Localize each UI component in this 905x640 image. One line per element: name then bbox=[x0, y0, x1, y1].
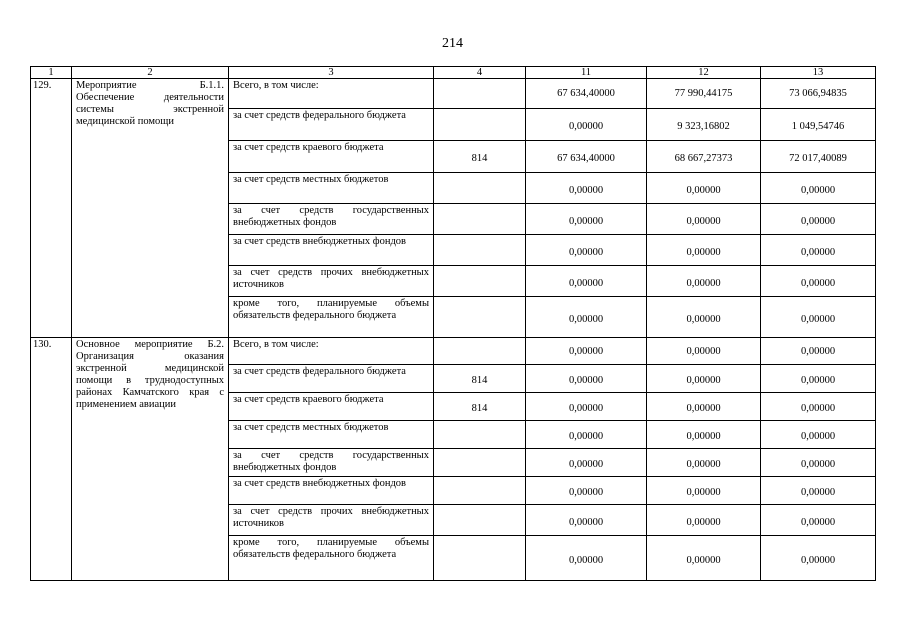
value-col-12: 0,00000 bbox=[647, 477, 761, 505]
budget-code bbox=[434, 338, 526, 365]
value-col-13: 0,00000 bbox=[761, 477, 876, 505]
activity-description: Основное мероприятие Б.2. Организация оказания экстренной медицинской помощи в труднодоступных районах Камчатского края с применением авиации bbox=[72, 338, 229, 581]
value-col-12: 0,00000 bbox=[647, 173, 761, 204]
value-col-13: 0,00000 bbox=[761, 266, 876, 297]
table-row bbox=[31, 79, 876, 109]
budget-code bbox=[434, 505, 526, 536]
budget-code bbox=[434, 109, 526, 141]
column-header: 1 bbox=[31, 67, 72, 79]
budget-code bbox=[434, 421, 526, 449]
column-header: 13 bbox=[761, 67, 876, 79]
value-col-12: 0,00000 bbox=[647, 393, 761, 421]
value-col-11: 0,00000 bbox=[526, 204, 647, 235]
funding-source: кроме того, планируемые объемы обязательств федерального бюджета bbox=[229, 297, 434, 338]
column-header: 2 bbox=[72, 67, 229, 79]
column-header: 12 bbox=[647, 67, 761, 79]
value-col-11: 0,00000 bbox=[526, 266, 647, 297]
value-col-11: 0,00000 bbox=[526, 109, 647, 141]
value-col-11: 67 634,40000 bbox=[526, 79, 647, 109]
value-col-12: 0,00000 bbox=[647, 235, 761, 266]
budget-code: 814 bbox=[434, 393, 526, 421]
value-col-12: 0,00000 bbox=[647, 365, 761, 393]
value-col-11: 0,00000 bbox=[526, 505, 647, 536]
value-col-13: 0,00000 bbox=[761, 393, 876, 421]
funding-source: за счет средств внебюджетных фондов bbox=[229, 477, 434, 505]
value-col-13: 1 049,54746 bbox=[761, 109, 876, 141]
table-row bbox=[31, 338, 876, 365]
budget-code bbox=[434, 536, 526, 581]
budget-table bbox=[30, 66, 876, 581]
value-col-11: 0,00000 bbox=[526, 173, 647, 204]
value-col-11: 0,00000 bbox=[526, 393, 647, 421]
value-col-11: 0,00000 bbox=[526, 338, 647, 365]
value-col-12: 0,00000 bbox=[647, 297, 761, 338]
funding-source: за счет средств государственных внебюджетных фондов bbox=[229, 449, 434, 477]
funding-source: за счет средств прочих внебюджетных источников bbox=[229, 266, 434, 297]
value-col-12: 68 667,27373 bbox=[647, 141, 761, 173]
value-col-13: 72 017,40089 bbox=[761, 141, 876, 173]
value-col-13: 0,00000 bbox=[761, 505, 876, 536]
funding-source: за счет средств федерального бюджета bbox=[229, 365, 434, 393]
budget-code bbox=[434, 79, 526, 109]
value-col-12: 0,00000 bbox=[647, 266, 761, 297]
funding-source: за счет средств краевого бюджета bbox=[229, 393, 434, 421]
value-col-11: 0,00000 bbox=[526, 365, 647, 393]
value-col-12: 0,00000 bbox=[647, 421, 761, 449]
page-number: 214 bbox=[442, 36, 463, 51]
value-col-11: 67 634,40000 bbox=[526, 141, 647, 173]
value-col-13: 0,00000 bbox=[761, 365, 876, 393]
value-col-13: 0,00000 bbox=[761, 338, 876, 365]
value-col-12: 0,00000 bbox=[647, 338, 761, 365]
budget-code bbox=[434, 449, 526, 477]
budget-code: 814 bbox=[434, 141, 526, 173]
value-col-12: 0,00000 bbox=[647, 449, 761, 477]
budget-code bbox=[434, 297, 526, 338]
value-col-13: 0,00000 bbox=[761, 421, 876, 449]
value-col-12: 0,00000 bbox=[647, 536, 761, 581]
column-header: 3 bbox=[229, 67, 434, 79]
value-col-12: 9 323,16802 bbox=[647, 109, 761, 141]
funding-source: Всего, в том числе: bbox=[229, 79, 434, 109]
budget-code bbox=[434, 173, 526, 204]
value-col-13: 0,00000 bbox=[761, 297, 876, 338]
value-col-11: 0,00000 bbox=[526, 421, 647, 449]
value-col-13: 0,00000 bbox=[761, 536, 876, 581]
column-header-row bbox=[31, 67, 876, 79]
funding-source: за счет средств краевого бюджета bbox=[229, 141, 434, 173]
budget-code bbox=[434, 266, 526, 297]
funding-source: за счет средств федерального бюджета bbox=[229, 109, 434, 141]
value-col-13: 0,00000 bbox=[761, 204, 876, 235]
row-number: 130. bbox=[31, 338, 72, 581]
value-col-11: 0,00000 bbox=[526, 235, 647, 266]
value-col-11: 0,00000 bbox=[526, 297, 647, 338]
value-col-13: 73 066,94835 bbox=[761, 79, 876, 109]
column-header: 4 bbox=[434, 67, 526, 79]
budget-code bbox=[434, 235, 526, 266]
value-col-12: 0,00000 bbox=[647, 204, 761, 235]
value-col-11: 0,00000 bbox=[526, 449, 647, 477]
value-col-11: 0,00000 bbox=[526, 536, 647, 581]
value-col-11: 0,00000 bbox=[526, 477, 647, 505]
budget-code: 814 bbox=[434, 365, 526, 393]
row-number: 129. bbox=[31, 79, 72, 338]
value-col-13: 0,00000 bbox=[761, 173, 876, 204]
funding-source: за счет средств местных бюджетов bbox=[229, 421, 434, 449]
value-col-13: 0,00000 bbox=[761, 449, 876, 477]
value-col-12: 0,00000 bbox=[647, 505, 761, 536]
value-col-12: 77 990,44175 bbox=[647, 79, 761, 109]
funding-source: за счет средств государственных внебюджетных фондов bbox=[229, 204, 434, 235]
funding-source: кроме того, планируемые объемы обязательств федерального бюджета bbox=[229, 536, 434, 581]
activity-description: Мероприятие Б.1.1. Обеспечение деятельности системы экстренной медицинской помощи bbox=[72, 79, 229, 338]
budget-code bbox=[434, 477, 526, 505]
budget-code bbox=[434, 204, 526, 235]
funding-source: за счет средств местных бюджетов bbox=[229, 173, 434, 204]
funding-source: за счет средств внебюджетных фондов bbox=[229, 235, 434, 266]
funding-source: за счет средств прочих внебюджетных источников bbox=[229, 505, 434, 536]
column-header: 11 bbox=[526, 67, 647, 79]
funding-source: Всего, в том числе: bbox=[229, 338, 434, 365]
value-col-13: 0,00000 bbox=[761, 235, 876, 266]
